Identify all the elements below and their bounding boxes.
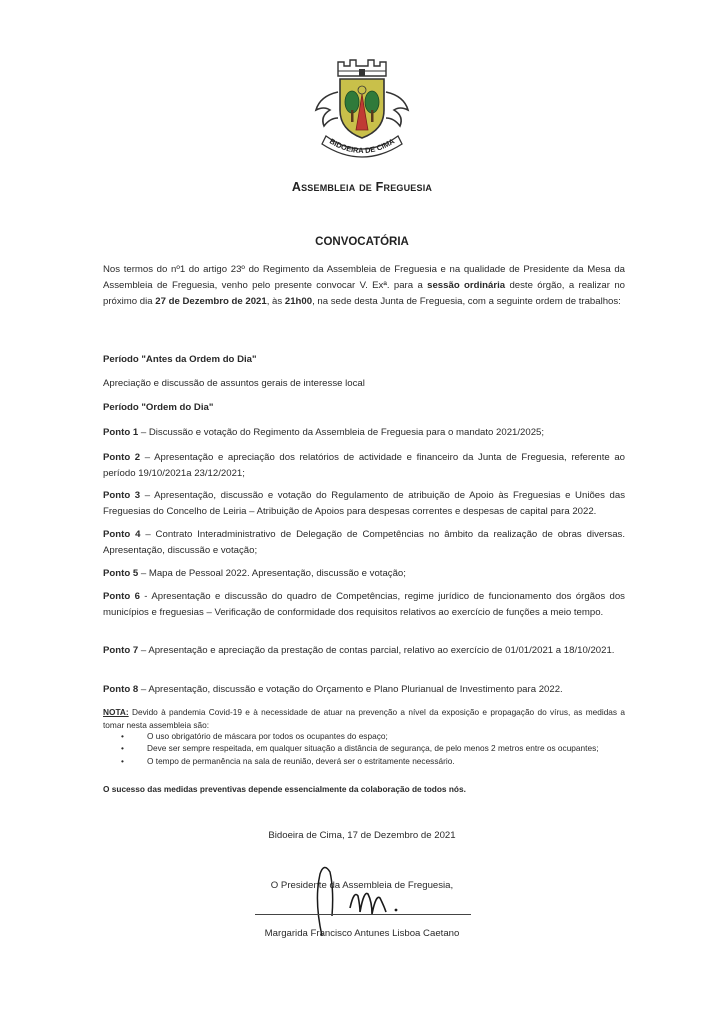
signatory-name: Margarida Francisco Antunes Lisboa Caetano	[264, 928, 460, 939]
crest-motto: BIDOEIRA DE CIMA	[327, 136, 397, 156]
intro-text-3: , às	[266, 295, 285, 307]
place-and-date: Bidoeira de Cima, 17 de Dezembro de 2021	[268, 830, 456, 841]
point-text: – Mapa de Pessoal 2022. Apresentação, discussão e votação;	[138, 568, 406, 579]
point-text: – Apresentação e apreciação dos relatórios de actividade e financeiro da Junta de Freguesia, referente ao período 19/10/2021a 23/12/2021;	[103, 452, 625, 479]
intro-text-1: Nos termos do nº1 do artigo 23º do Regimento da Assembleia de Freguesia e na qualidade de Presidente da Mesa da Assembleia de Freguesia, venho pelo presente convocar V. Exª. para a	[103, 264, 625, 291]
point-label: Ponto 8	[103, 684, 139, 695]
document-title: CONVOCATÓRIA	[315, 236, 409, 248]
list-item: • O uso obrigatório de máscara por todos os ocupantes do espaço;	[103, 730, 625, 742]
point-text: – Contrato Interadministrativo de Delegação de Competências no âmbito da realização de obras diversas. Apresentação, discussão e votação;	[103, 529, 625, 556]
assembly-title: Assembleia de Freguesia	[291, 180, 433, 194]
preventive-measures-list	[103, 730, 625, 767]
point-label: Ponto 4	[103, 529, 141, 540]
list-item: • Deve ser sempre respeitada, em qualquer situação a distância de segurança, de pelo menos 2 metros entre os ocupantes;	[103, 742, 625, 754]
intro-time: 21h00	[284, 295, 313, 307]
point-text: – Apresentação, discussão e votação do Orçamento e Plano Plurianual de Investimento para 2022.	[138, 684, 563, 695]
intro-text-2: deste órgão, a realizar no próximo dia	[103, 279, 625, 307]
point-label: Ponto 5	[103, 568, 139, 579]
coat-of-arms-image	[302, 52, 422, 170]
agenda-point-6	[103, 589, 625, 620]
point-label: Ponto 1	[103, 427, 139, 438]
period-before-text: Apreciação e discussão de assuntos gerais de interesse local	[103, 378, 365, 389]
parish-coat-of-arms	[302, 52, 422, 170]
point-label: Ponto 7	[103, 645, 139, 656]
nota-label: NOTA:	[103, 707, 129, 717]
list-item: • O tempo de permanência na sala de reunião, deverá ser o estritamente necessário.	[103, 755, 625, 767]
success-statement: O sucesso das medidas preventivas depende essencialmente da colaboração de todos nós.	[103, 784, 466, 794]
agenda-point-2	[103, 450, 625, 481]
period-before-title: Período "Antes da Ordem do Dia"	[103, 354, 257, 365]
point-label: Ponto 2	[103, 452, 141, 463]
point-text: – Discussão e votação do Regimento da Assembleia de Freguesia para o mandato 2021/2025;	[138, 427, 545, 438]
signature-line	[255, 914, 471, 915]
point-label: Ponto 6	[103, 591, 140, 602]
intro-text-4: , na sede desta Junta de Freguesia, com a seguinte ordem de trabalhos:	[312, 295, 621, 307]
point-text: - Apresentação e discussão do quadro de Competências, regime jurídico de funcionamento dos órgãos dos municípios e freguesias – Verificação de conformidade dos requisitos relativos ao exercício de funções a meio tempo.	[103, 591, 625, 618]
nota-text: Devido à pandemia Covid-19 e à necessidade de atuar na prevenção a nível da exposição e propagação do vírus, as medidas a tomar nesta assembleia são:	[103, 707, 625, 730]
point-label: Ponto 3	[103, 490, 141, 501]
agenda-point-3	[103, 488, 625, 519]
intro-paragraph	[103, 262, 625, 309]
agenda-point-7	[103, 643, 625, 659]
point-text: – Apresentação, discussão e votação do Regulamento de atribuição de Apoio às Freguesias e Uniões das Freguesias do Concelho de Leiria – Atribuição de Apoios para despesas correntes e despesas de capital para 2022.	[103, 490, 625, 517]
intro-date: 27 de Dezembro de 2021	[155, 295, 267, 307]
agenda-point-8	[103, 682, 625, 698]
nota-paragraph	[103, 706, 625, 731]
agenda-point-4	[103, 527, 625, 558]
president-title: O Presidente da Assembleia de Freguesia,	[270, 880, 454, 891]
period-order-title: Período "Ordem do Dia"	[103, 402, 214, 413]
intro-session-type: sessão ordinária	[427, 279, 506, 291]
agenda-point-1	[103, 425, 625, 441]
point-text: – Apresentação e apreciação da prestação de contas parcial, relativo ao exercício de 01/01/2021 a 18/10/2021.	[138, 645, 615, 656]
agenda-point-5	[103, 566, 625, 582]
